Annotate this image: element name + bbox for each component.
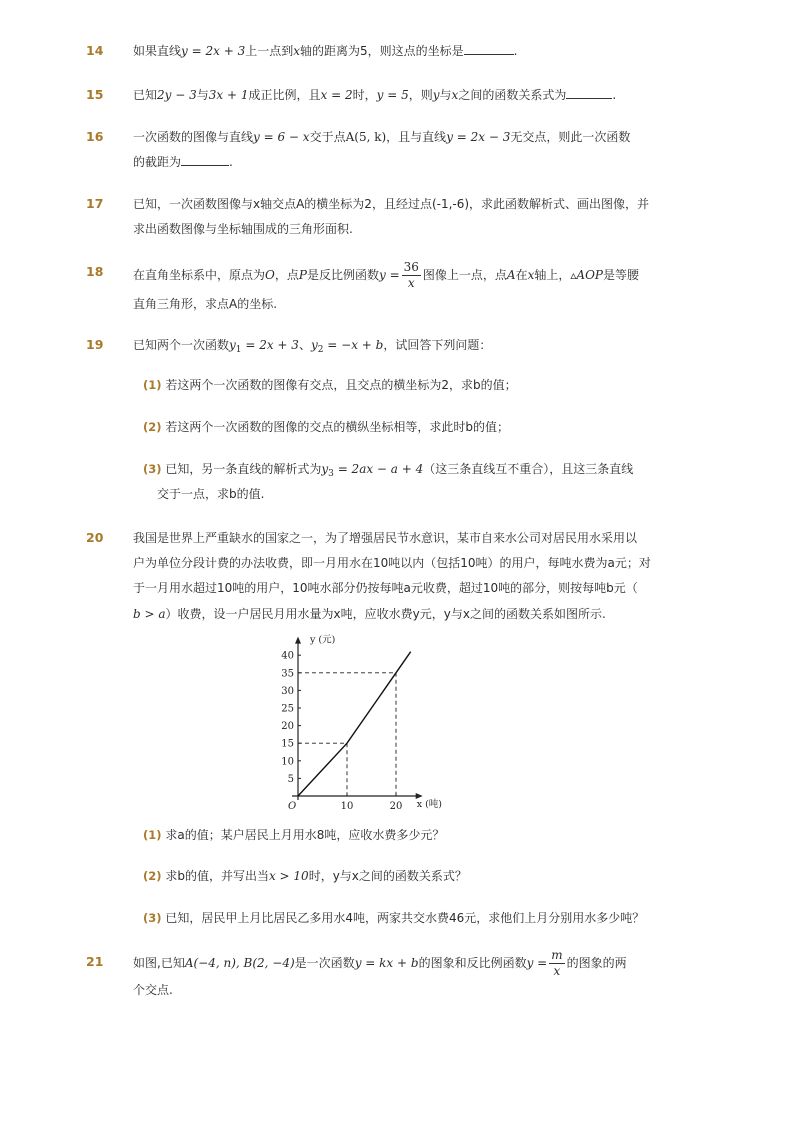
question-text: 个交点.: [133, 983, 173, 997]
question-text: 如果直线y = 2x + 3上一点到x轴的距离为5，则这点的坐标是 .: [133, 44, 518, 58]
y-tick-label: 35: [281, 668, 294, 680]
y-tick-label: 20: [281, 721, 294, 733]
water-fee-chart: [270, 620, 470, 816]
question-text: 户为单位分段计费的办法收费，即一月用水在10吨以内（包括10吨）的用户，每吨水费为a元；对: [133, 556, 651, 570]
question-text: 于一月用水超过10吨的用户，10吨水部分仍按每吨a元收费，超过10吨的部分，则按每吨b元（: [133, 581, 638, 595]
sub-question-3: (3) 已知，另一条直线的解析式为$y_3 = 2ax - a + 4$（这三条直线互不重合），且这三条直线: [143, 462, 634, 479]
x-axis-label: x (吨): [416, 799, 442, 810]
sub-question-2: (2) 若这两个一次函数的图像的交点的横纵坐标相等，求此时b的值；: [143, 420, 509, 434]
x-tick-label: 20: [389, 801, 403, 812]
question-number: 20: [86, 530, 104, 545]
question-number: 19: [86, 337, 104, 352]
fraction: $\frac{m}{x}$: [551, 948, 563, 978]
series-line: [298, 652, 411, 796]
answer-blank: [464, 42, 514, 55]
question-number: 21: [86, 954, 104, 969]
question-number: 14: [86, 43, 104, 58]
answer-blank: [181, 153, 229, 166]
answer-blank: [566, 86, 612, 99]
sub-question-3: (3) 已知，居民甲上月比居民乙多用水4吨，两家共交水费46元，求他们上月分别用水多少吨？: [143, 911, 645, 925]
sub-question-3-cont: 交于一点，求b的值.: [157, 487, 265, 501]
question-number: 18: [86, 264, 104, 279]
y-tick-label: 10: [281, 756, 294, 768]
y-axis-arrow: [295, 637, 301, 644]
question-text: 的截距为 .: [133, 155, 233, 169]
question-text: 求出函数图像与坐标轴围成的三角形面积.: [133, 222, 353, 236]
y-tick-label: 5: [287, 773, 294, 785]
question-text: 已知两个一次函数$y_1 = 2x + 3$、$y_2 = -x + b$，试回答下列问题：: [133, 338, 492, 355]
question-text: 直角三角形，求点A的坐标.: [133, 297, 278, 311]
sub-question-1: (1) 若这两个一次函数的图像有交点，且交点的横坐标为2，求b的值；: [143, 378, 517, 392]
question-text: 在直角坐标系中，原点为O，点P是反比例函数y = $\frac{36}{x}$ 图像上一点，点A在x轴上，▵AOP是等腰: [133, 260, 640, 290]
y-tick-label: 15: [281, 738, 294, 750]
question-text: 我国是世界上严重缺水的国家之一，为了增强居民节水意识，某市自来水公司对居民用水采用以: [133, 531, 638, 545]
y-axis-label: y (元): [310, 634, 336, 646]
x-tick-label: 10: [340, 801, 354, 812]
question-text: 已知，一次函数图像与x轴交点A的横坐标为2，且经过点(-1,-6)，求此函数解析式、画出图像，并: [133, 197, 650, 211]
question-number: 16: [86, 129, 104, 144]
sub-question-2: (2) 求b的值，并写出当x > 10时，y与x之间的函数关系式？: [143, 869, 467, 883]
question-number: 17: [86, 196, 104, 211]
y-tick-label: 30: [281, 685, 294, 697]
question-text: 如图,已知A(−4, n), B(2, −4)是一次函数y = kx + b的图象和反比例函数y = $\frac{m}{x}$ 的图象的两: [133, 948, 627, 978]
question-text: 一次函数的图像与直线y = 6 − x交于点A(5, k)，且与直线y = 2x − 3无交点，则此一次函数: [133, 130, 631, 144]
question-number: 15: [86, 87, 104, 102]
sub-question-1: (1) 求a的值；某户居民上月用水8吨，应收水费多少元？: [143, 828, 445, 842]
fraction: $\frac{36}{x}$: [403, 260, 419, 290]
question-text: b > a）收费，设一户居民月用水量为x吨，应收水费y元，y与x之间的函数关系如图所示.: [133, 607, 606, 621]
y-tick-label: 40: [281, 650, 294, 662]
origin-label: O: [288, 801, 297, 812]
y-tick-label: 25: [281, 703, 294, 715]
question-text: 已知2y − 3与3x + 1成正比例，且x = 2时，y = 5，则y与x之间的函数关系式为 .: [133, 88, 617, 102]
